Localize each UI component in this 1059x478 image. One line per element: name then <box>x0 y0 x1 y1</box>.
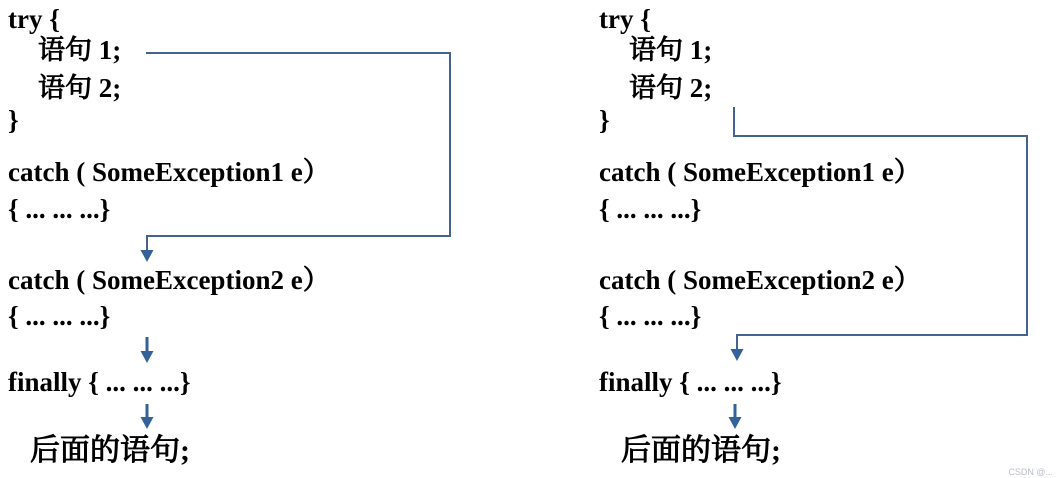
catch1-line: catch ( SomeException1 e） <box>599 157 921 187</box>
try-open-line: try { <box>8 4 60 34</box>
statement-1-line: 语句 1; <box>38 35 122 65</box>
after-statement-line: 后面的语句; <box>621 434 781 467</box>
catch1-line: catch ( SomeException1 e） <box>8 157 330 187</box>
after-statement-line: 后面的语句; <box>30 434 190 467</box>
catch2-line: catch ( SomeException2 e） <box>599 265 921 295</box>
watermark: CSDN @... <box>1008 467 1053 477</box>
catch2-body-line: { ... ... ...} <box>599 301 702 331</box>
catch1-body-line: { ... ... ...} <box>8 194 111 224</box>
statement-1-line: 语句 1; <box>629 35 713 65</box>
panel-exception-thrown-scenario <box>8 0 568 478</box>
finally-line: finally { ... ... ...} <box>599 367 782 397</box>
panel-normal-completion-scenario <box>599 0 1059 478</box>
catch2-body-line: { ... ... ...} <box>8 301 111 331</box>
statement-2-line: 语句 2; <box>38 73 122 103</box>
statement-2-line: 语句 2; <box>629 73 713 103</box>
try-close-line: } <box>8 105 19 135</box>
try-close-line: } <box>599 105 610 135</box>
finally-line: finally { ... ... ...} <box>8 367 191 397</box>
catch1-body-line: { ... ... ...} <box>599 194 702 224</box>
try-open-line: try { <box>599 4 651 34</box>
catch2-line: catch ( SomeException2 e） <box>8 265 330 295</box>
